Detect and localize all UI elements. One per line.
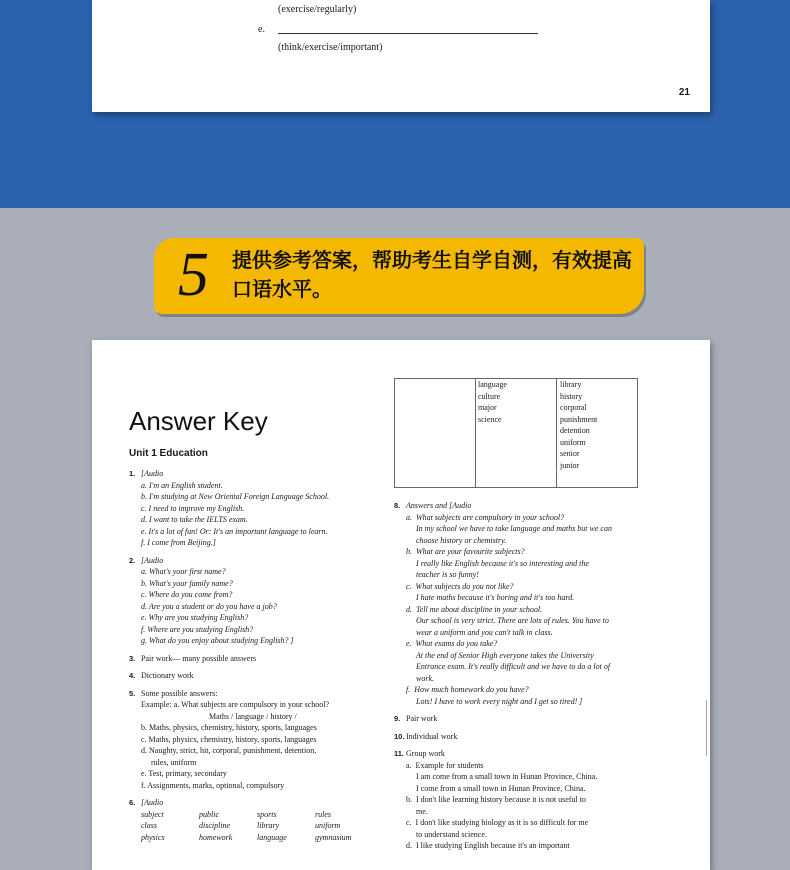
q8-line: Lots! I have to work every night and I get so tired! ]: [406, 696, 583, 706]
q1-item: e. It's a lot of fun! Or: It's an important language to learn.: [141, 526, 328, 536]
q8-number: 8.: [394, 501, 401, 510]
q5-item: rules, uniform: [141, 757, 197, 767]
q11-line: me.: [406, 806, 428, 816]
q11-line: I am come from a small town in Hunan Province, China.: [406, 772, 598, 781]
q8-line: b. What are your favourite subjects?: [406, 547, 525, 556]
q8-line: a. What subjects are compulsory in your school?: [406, 512, 565, 522]
q8-line: f. How much homework do you have?: [406, 685, 529, 694]
q5-example-answer: Maths / language / history /: [209, 711, 297, 721]
q4-text: Dictionary work: [141, 671, 194, 680]
q2-header: [129, 555, 374, 567]
q10: [394, 731, 644, 743]
q2-item: g. What do you enjoy about studying English? ]: [141, 636, 294, 645]
q2-item: a. What's your first name?: [141, 567, 226, 576]
q4-number: 4.: [129, 671, 136, 680]
line-e-letter: e.: [258, 24, 265, 35]
q6-word: language: [257, 832, 287, 842]
q9-text: Pair work: [406, 714, 438, 723]
q2-item: f. Where are you studying English?: [141, 624, 254, 634]
q5-number: 5.: [129, 688, 136, 698]
answer-key-page: [92, 340, 710, 870]
q6-header: [129, 797, 374, 809]
q4: [129, 670, 374, 682]
q11-line: d. I like studying English because it's an important: [406, 841, 570, 850]
line-e-hint: (think/exercise/important): [278, 42, 383, 53]
vocab-column-3: [557, 379, 637, 487]
vocab-word: uniform: [560, 437, 586, 447]
q5-header: [129, 688, 374, 700]
page-edge-mark: [706, 700, 707, 756]
q11-line: b. I don't like learning history because it is not useful to: [406, 795, 586, 804]
q10-text: Individual work: [406, 731, 458, 741]
q8-line: teacher is so funny!: [406, 570, 479, 579]
q1-header: [129, 468, 374, 480]
q8-line: work.: [406, 673, 434, 683]
q6-word: homework: [199, 832, 233, 842]
q1-number: 1.: [129, 469, 136, 478]
q6-word: discipline: [199, 821, 231, 830]
q6-row: [129, 820, 374, 832]
q9: [394, 713, 644, 725]
q6-word: uniform: [315, 821, 341, 830]
q6-head: [Audio: [141, 798, 164, 807]
q1-item: c. I need to improve my English.: [141, 503, 245, 513]
vocab-word: detention: [560, 426, 590, 435]
vocab-word: history: [560, 391, 583, 401]
q8-line: e. What exams do you take?: [406, 639, 498, 648]
q3: [129, 653, 374, 665]
q8-head: Answers and [Audio: [406, 501, 472, 510]
q5-head: Some possible answers:: [141, 688, 218, 698]
q8-line: d. Tell me about discipline in your school.: [406, 604, 543, 614]
q1-item: f. I come from Beijing.]: [141, 538, 216, 547]
q6-word: gymnasium: [315, 832, 352, 842]
q2-item: c. Where do you come from?: [141, 590, 233, 599]
previous-page: [92, 0, 710, 112]
q1-item: b. I'm studying at New Oriental Foreign Language School.: [141, 492, 330, 501]
vocab-word: punishment: [560, 414, 598, 424]
feature-banner: [154, 238, 644, 314]
vocab-word: language: [478, 380, 507, 389]
vocab-word: culture: [478, 391, 501, 401]
vocab-word: senior: [560, 449, 580, 458]
vocab-word: major: [478, 403, 497, 412]
page-title: Answer Key: [129, 406, 268, 436]
q5-item: d. Naughty, strict, hit, corporal, punishment, detention,: [141, 746, 317, 755]
q9-number: 9.: [394, 714, 401, 723]
q11-line: I come from a small town in Hunan Province, China.: [406, 783, 586, 793]
q3-number: 3.: [129, 653, 136, 663]
q1-item: a. I'm an English student.: [141, 480, 223, 490]
q2-head: [Audio: [141, 555, 164, 565]
q11-line: to understand science.: [406, 829, 487, 839]
q5-item: e. Test, primary, secondary: [141, 769, 227, 778]
vocab-word: library: [560, 380, 582, 389]
q3-text: Pair work— many possible answers: [141, 653, 257, 663]
vocab-column-1: [395, 379, 476, 487]
q11-line: c. I don't like studying biology as it is so difficult for me: [406, 818, 589, 827]
q8-line: Entrance exam. It's really difficult and we have to do a lot of: [406, 662, 611, 671]
q8-line: I really like English because it's so interesting and the: [406, 558, 589, 568]
q6-word: rules: [315, 809, 331, 819]
vocabulary-table: [394, 378, 638, 488]
q8-line: wear a uniform and you can't talk in class.: [406, 627, 553, 637]
q6-number: 6.: [129, 798, 136, 807]
q11-head: Group work: [406, 749, 445, 758]
q5-example: Example: a. What subjects are compulsory in your school?: [141, 700, 330, 709]
banner-text: 提供参考答案，帮助考生自学自测，有效提高口语水平。: [232, 248, 632, 301]
answer-line: [278, 33, 538, 34]
q2-item: e. Why are you studying English?: [141, 613, 249, 622]
q6-word: subject: [141, 809, 164, 819]
q6-word: physics: [141, 832, 165, 842]
vocab-column-2: [475, 379, 557, 487]
q8-line: c. What subjects do you not like?: [406, 581, 514, 591]
page-number: 21: [678, 87, 690, 98]
unit-heading: Unit 1 Education: [129, 448, 208, 459]
q5-item: c. Maths, physics, chemistry, history, sports, languages: [141, 734, 317, 744]
q8-line: In my school we have to take language and maths but we can: [406, 524, 612, 533]
vocab-word: corporal: [560, 403, 587, 412]
q1-item: d. I want to take the IELTS exam.: [141, 515, 248, 524]
q8-line: At the end of Senior High everyone takes the University: [406, 650, 594, 660]
q10-number: 10.: [394, 731, 405, 741]
q11-number: 11.: [394, 749, 405, 758]
q2-item: d. Are you a student or do you have a job?: [141, 601, 277, 611]
q8-line: Our school is very strict. There are lots of rules. You have to: [406, 616, 609, 625]
q1-head: [Audio: [141, 469, 164, 478]
q5-item: b. Maths, physics, chemistry, history, sports, languages: [141, 723, 317, 732]
q6-row: [129, 809, 374, 821]
q8-line: choose history or chemistry.: [406, 535, 507, 545]
q2-number: 2.: [129, 555, 136, 565]
q6-word: sports: [257, 809, 277, 819]
line-d-hint: (exercise/regularly): [278, 4, 357, 15]
q11-line: a. Example for students: [406, 760, 484, 770]
q8-line: I hate maths because it's boring and it's too hard.: [406, 593, 575, 602]
q11-header: [394, 748, 644, 760]
banner-number: 5: [178, 241, 209, 309]
q2-item: b. What's your family name?: [141, 578, 233, 588]
vocab-word: science: [478, 414, 502, 424]
right-column: [394, 500, 644, 852]
q6-word: library: [257, 821, 280, 830]
q6-row: [129, 832, 374, 844]
q5-item: f. Assignments, marks, optional, compulsory: [141, 780, 285, 790]
vocab-word: junior: [560, 460, 580, 470]
q6-word: public: [199, 809, 219, 819]
left-column: [129, 468, 374, 843]
q6-word: class: [141, 821, 157, 830]
q8-header: [394, 500, 644, 512]
